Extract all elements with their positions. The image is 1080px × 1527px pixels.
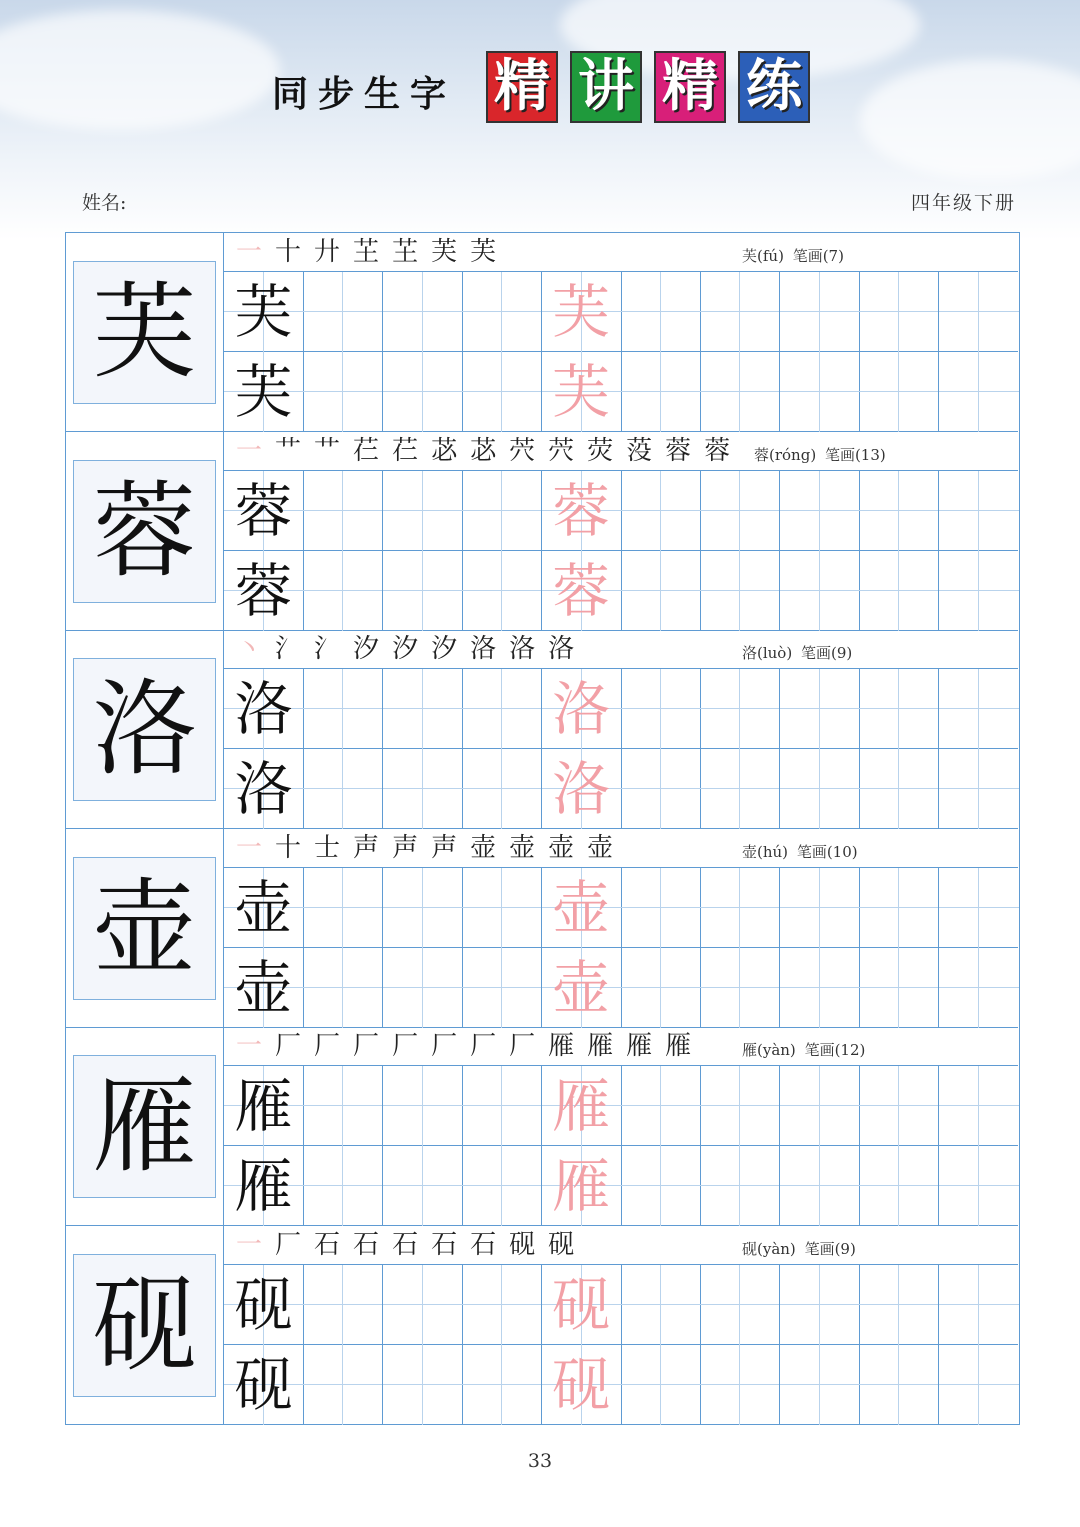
practice-cell bbox=[462, 1066, 542, 1146]
stroke-sequence bbox=[236, 236, 496, 268]
practice-cell bbox=[462, 272, 542, 352]
practice-cell bbox=[700, 669, 780, 749]
stroke-step: 石 bbox=[353, 1229, 380, 1260]
stroke-step: 茓 bbox=[509, 435, 536, 466]
practice-cell bbox=[462, 352, 542, 432]
practice-cell bbox=[780, 551, 860, 631]
character-block bbox=[66, 432, 1018, 631]
stroke-step: 艹 bbox=[275, 435, 302, 466]
stroke-step: 丶 bbox=[236, 634, 263, 664]
practice-cell bbox=[303, 1146, 383, 1226]
practice-cell bbox=[383, 272, 463, 352]
pinyin-label: 壶(hú) bbox=[742, 842, 789, 861]
example-character-cell: 壶 bbox=[224, 948, 304, 1028]
practice-cell bbox=[939, 669, 1019, 749]
example-character-cell: 雁 bbox=[224, 1066, 304, 1146]
practice-cell bbox=[621, 1345, 701, 1425]
stroke-step: 声 bbox=[431, 832, 458, 863]
practice-cell bbox=[303, 1265, 383, 1345]
writing-grid-row bbox=[224, 948, 1018, 1028]
stroke-step: 一 bbox=[236, 237, 263, 267]
stroke-step: 洛 bbox=[548, 634, 575, 664]
practice-cell bbox=[383, 1066, 463, 1146]
practice-cell bbox=[303, 352, 383, 432]
pinyin-label: 蓉(róng) bbox=[754, 445, 817, 464]
stroke-step: 壶 bbox=[470, 832, 497, 863]
stroke-step: 士 bbox=[314, 832, 341, 863]
stroke-sequence bbox=[236, 832, 613, 864]
stroke-step: 芙 bbox=[470, 237, 497, 267]
example-character-cell: 洛 bbox=[224, 749, 304, 829]
stroke-step: 雁 bbox=[587, 1031, 614, 1061]
practice-cell bbox=[780, 669, 860, 749]
grade-label: 四年级下册 bbox=[910, 192, 1016, 214]
character-block bbox=[66, 1027, 1018, 1226]
tracing-character-cell: 蓉 bbox=[542, 551, 622, 631]
writing-grid-row bbox=[224, 1345, 1018, 1425]
stroke-sequence bbox=[236, 1229, 574, 1261]
practice-cell bbox=[859, 352, 939, 432]
stroke-step: 石 bbox=[470, 1229, 497, 1260]
practice-cell bbox=[939, 471, 1019, 551]
stroke-step: 砚 bbox=[548, 1229, 575, 1260]
stroke-sequence bbox=[236, 435, 730, 467]
practice-cell bbox=[621, 1146, 701, 1226]
practice-cell bbox=[700, 551, 780, 631]
practice-cell bbox=[462, 551, 542, 631]
practice-cell bbox=[621, 1066, 701, 1146]
practice-cell bbox=[383, 1345, 463, 1425]
practice-cell bbox=[939, 749, 1019, 829]
stroke-step: 厂 bbox=[392, 1031, 419, 1061]
model-character-cell bbox=[66, 630, 224, 829]
example-character-cell: 芙 bbox=[224, 352, 304, 432]
stroke-step: 声 bbox=[392, 832, 419, 863]
practice-cell bbox=[780, 272, 860, 352]
practice-cell bbox=[621, 272, 701, 352]
stroke-step: 砚 bbox=[509, 1229, 536, 1260]
stroke-step: 厂 bbox=[314, 1031, 341, 1061]
example-character-cell: 雁 bbox=[224, 1146, 304, 1226]
model-character-cell bbox=[66, 432, 224, 631]
stroke-step: 雁 bbox=[626, 1031, 653, 1061]
practice-cell bbox=[383, 669, 463, 749]
practice-cell bbox=[303, 471, 383, 551]
stroke-step: 厂 bbox=[275, 1031, 302, 1061]
tracing-character-cell: 壶 bbox=[542, 948, 622, 1028]
stroke-order-row bbox=[224, 630, 1018, 669]
stroke-step: 壶 bbox=[548, 832, 575, 863]
practice-cell bbox=[939, 352, 1019, 432]
stroke-step: 十 bbox=[275, 832, 302, 863]
title-box: 精 bbox=[486, 51, 558, 123]
pinyin-label: 雁(yàn) bbox=[742, 1041, 796, 1059]
practice-cell bbox=[780, 352, 860, 432]
example-character-cell: 蓉 bbox=[224, 551, 304, 631]
writing-grid-row bbox=[224, 669, 1018, 749]
character-block bbox=[66, 829, 1018, 1028]
stroke-step: 莈 bbox=[626, 435, 653, 466]
practice-cell bbox=[939, 948, 1019, 1028]
practice-cell bbox=[621, 749, 701, 829]
stroke-step: 一 bbox=[236, 435, 263, 466]
model-character: 蓉 bbox=[73, 460, 216, 603]
practice-cell bbox=[700, 749, 780, 829]
practice-cell bbox=[700, 1265, 780, 1345]
practice-cell bbox=[383, 749, 463, 829]
stroke-step: 芢 bbox=[353, 435, 380, 466]
practice-cell bbox=[780, 749, 860, 829]
practice-cell bbox=[383, 1146, 463, 1226]
page-title: 同步生字 bbox=[272, 74, 457, 115]
practice-cell bbox=[303, 1066, 383, 1146]
stroke-step: 雁 bbox=[665, 1031, 692, 1061]
practice-cell bbox=[939, 272, 1019, 352]
model-character: 芙 bbox=[73, 261, 216, 404]
tracing-character-cell: 砚 bbox=[542, 1265, 622, 1345]
practice-cell bbox=[780, 471, 860, 551]
example-character-cell: 芙 bbox=[224, 272, 304, 352]
character-info bbox=[742, 245, 848, 266]
practice-cell bbox=[780, 1265, 860, 1345]
writing-grid-row bbox=[224, 272, 1018, 352]
stroke-sequence bbox=[236, 1030, 691, 1062]
practice-cell bbox=[303, 749, 383, 829]
character-info bbox=[742, 642, 856, 663]
practice-cell bbox=[462, 868, 542, 948]
stroke-step: 艹 bbox=[314, 435, 341, 466]
pinyin-label: 芙(fú) bbox=[742, 247, 784, 265]
tracing-character-cell: 雁 bbox=[542, 1146, 622, 1226]
character-info bbox=[754, 444, 890, 465]
tracing-character-cell: 砚 bbox=[542, 1345, 622, 1425]
stroke-step: 汐 bbox=[353, 634, 380, 664]
practice-cell bbox=[383, 1265, 463, 1345]
stroke-count-label: 笔画(10) bbox=[796, 842, 858, 861]
stroke-order-row bbox=[224, 1027, 1018, 1066]
cloud-decoration bbox=[860, 60, 1080, 180]
practice-cell bbox=[383, 551, 463, 631]
writing-grid-row bbox=[224, 868, 1018, 948]
practice-cell bbox=[859, 749, 939, 829]
stroke-step: 芢 bbox=[392, 435, 419, 466]
model-character-cell bbox=[66, 233, 224, 432]
practice-cell bbox=[859, 272, 939, 352]
stroke-step: 苾 bbox=[431, 435, 458, 466]
model-character: 砚 bbox=[73, 1254, 216, 1397]
practice-cell bbox=[700, 272, 780, 352]
practice-cell bbox=[859, 1066, 939, 1146]
practice-cell bbox=[700, 1345, 780, 1425]
stroke-step: 壶 bbox=[587, 832, 614, 863]
practice-cell bbox=[303, 1345, 383, 1425]
stroke-step: 雁 bbox=[548, 1031, 575, 1061]
practice-cell bbox=[939, 1146, 1019, 1226]
stroke-step: 石 bbox=[392, 1229, 419, 1260]
practice-cell bbox=[939, 551, 1019, 631]
tracing-character-cell: 壶 bbox=[542, 868, 622, 948]
practice-cell bbox=[700, 1146, 780, 1226]
character-block bbox=[66, 233, 1018, 432]
stroke-step: 石 bbox=[431, 1229, 458, 1260]
practice-cell bbox=[859, 1265, 939, 1345]
stroke-step: 一 bbox=[236, 832, 263, 863]
pinyin-label: 洛(luò) bbox=[742, 644, 793, 662]
example-character-cell: 洛 bbox=[224, 669, 304, 749]
example-character-cell: 砚 bbox=[224, 1265, 304, 1345]
practice-cell bbox=[700, 1066, 780, 1146]
stroke-step: 蓉 bbox=[704, 435, 731, 466]
stroke-step: 厂 bbox=[353, 1031, 380, 1061]
stroke-step: 厂 bbox=[470, 1031, 497, 1061]
stroke-step: 厂 bbox=[431, 1031, 458, 1061]
stroke-order-row bbox=[224, 233, 1018, 272]
practice-cell bbox=[383, 948, 463, 1028]
stroke-step: 汐 bbox=[392, 634, 419, 664]
tracing-character-cell: 芙 bbox=[542, 352, 622, 432]
model-character-cell bbox=[66, 829, 224, 1028]
model-character-cell bbox=[66, 1027, 224, 1226]
practice-cell bbox=[780, 1066, 860, 1146]
stroke-step: 氵 bbox=[314, 634, 341, 664]
practice-cell bbox=[621, 948, 701, 1028]
practice-cell bbox=[859, 669, 939, 749]
practice-sheet bbox=[65, 232, 1020, 1425]
practice-cell bbox=[859, 551, 939, 631]
practice-cell bbox=[780, 868, 860, 948]
character-info bbox=[742, 1238, 860, 1259]
stroke-count-label: 笔画(12) bbox=[804, 1041, 866, 1059]
stroke-step: 厂 bbox=[509, 1031, 536, 1061]
practice-cell bbox=[700, 352, 780, 432]
stroke-step: 茓 bbox=[548, 435, 575, 466]
character-info bbox=[742, 841, 862, 862]
practice-cell bbox=[303, 948, 383, 1028]
practice-cell bbox=[303, 868, 383, 948]
practice-cell bbox=[780, 1345, 860, 1425]
practice-cell bbox=[462, 1265, 542, 1345]
practice-cell bbox=[621, 551, 701, 631]
practice-cell bbox=[462, 1146, 542, 1226]
tracing-character-cell: 洛 bbox=[542, 749, 622, 829]
practice-cell bbox=[700, 471, 780, 551]
practice-cell bbox=[859, 868, 939, 948]
stroke-count-label: 笔画(9) bbox=[804, 1239, 856, 1258]
practice-cell bbox=[621, 1265, 701, 1345]
writing-grid-row bbox=[224, 749, 1018, 829]
stroke-step: 一 bbox=[236, 1229, 263, 1260]
practice-cell bbox=[780, 1146, 860, 1226]
title-box: 精 bbox=[654, 51, 726, 123]
character-block bbox=[66, 630, 1018, 829]
writing-grid-row bbox=[224, 1265, 1018, 1345]
practice-cell bbox=[700, 868, 780, 948]
writing-grid-row bbox=[224, 352, 1018, 432]
stroke-order-row bbox=[224, 432, 1018, 471]
practice-cell bbox=[303, 669, 383, 749]
practice-cell bbox=[462, 749, 542, 829]
character-info bbox=[742, 1039, 869, 1060]
title-highlight bbox=[486, 51, 810, 123]
practice-cell bbox=[859, 1146, 939, 1226]
model-character: 壶 bbox=[73, 857, 216, 1000]
stroke-step: 石 bbox=[314, 1229, 341, 1260]
stroke-step: 厂 bbox=[275, 1229, 302, 1260]
stroke-step: 芏 bbox=[353, 237, 380, 267]
tracing-character-cell: 洛 bbox=[542, 669, 622, 749]
practice-cell bbox=[939, 1066, 1019, 1146]
practice-cell bbox=[383, 352, 463, 432]
character-block bbox=[66, 1226, 1018, 1425]
stroke-count-label: 笔画(13) bbox=[824, 445, 886, 464]
stroke-step: 荧 bbox=[587, 435, 614, 466]
stroke-step: 芏 bbox=[392, 237, 419, 267]
practice-cell bbox=[939, 1265, 1019, 1345]
stroke-step: 蓉 bbox=[665, 435, 692, 466]
stroke-step: 汐 bbox=[431, 634, 458, 664]
tracing-character-cell: 芙 bbox=[542, 272, 622, 352]
practice-cell bbox=[700, 948, 780, 1028]
stroke-order-row bbox=[224, 1226, 1018, 1265]
practice-cell bbox=[303, 272, 383, 352]
writing-grid-row bbox=[224, 471, 1018, 551]
title-box: 练 bbox=[738, 51, 810, 123]
stroke-count-label: 笔画(9) bbox=[800, 644, 853, 662]
example-character-cell: 砚 bbox=[224, 1345, 304, 1425]
practice-cell bbox=[780, 948, 860, 1028]
practice-cell bbox=[621, 471, 701, 551]
stroke-step: 声 bbox=[353, 832, 380, 863]
writing-grid-row bbox=[224, 1066, 1018, 1146]
stroke-step: 氵 bbox=[275, 634, 302, 664]
page-number: 33 bbox=[527, 1450, 553, 1472]
pinyin-label: 砚(yàn) bbox=[742, 1239, 796, 1258]
stroke-step: 洛 bbox=[509, 634, 536, 664]
stroke-step: 十 bbox=[275, 237, 302, 267]
practice-cell bbox=[383, 471, 463, 551]
stroke-sequence bbox=[236, 633, 574, 665]
practice-cell bbox=[621, 868, 701, 948]
practice-cell bbox=[621, 352, 701, 432]
practice-cell bbox=[621, 669, 701, 749]
model-character: 雁 bbox=[73, 1055, 216, 1198]
name-field-label: 姓名: bbox=[82, 192, 127, 214]
practice-cell bbox=[462, 948, 542, 1028]
stroke-step: 壶 bbox=[509, 832, 536, 863]
stroke-count-label: 笔画(7) bbox=[792, 247, 844, 265]
stroke-step: 洛 bbox=[470, 634, 497, 664]
stroke-step: 苾 bbox=[470, 435, 497, 466]
example-character-cell: 壶 bbox=[224, 868, 304, 948]
stroke-order-row bbox=[224, 829, 1018, 868]
practice-cell bbox=[939, 868, 1019, 948]
practice-cell bbox=[859, 948, 939, 1028]
tracing-character-cell: 雁 bbox=[542, 1066, 622, 1146]
practice-cell bbox=[383, 868, 463, 948]
model-character-cell bbox=[66, 1226, 224, 1425]
writing-grid-row bbox=[224, 551, 1018, 631]
stroke-step: 廾 bbox=[314, 237, 341, 267]
example-character-cell: 蓉 bbox=[224, 471, 304, 551]
tracing-character-cell: 蓉 bbox=[542, 471, 622, 551]
practice-cell bbox=[303, 551, 383, 631]
practice-cell bbox=[939, 1345, 1019, 1425]
stroke-step: 一 bbox=[236, 1031, 263, 1061]
practice-cell bbox=[859, 1345, 939, 1425]
writing-grid-row bbox=[224, 1146, 1018, 1226]
practice-cell bbox=[462, 471, 542, 551]
practice-cell bbox=[462, 669, 542, 749]
cloud-decoration bbox=[0, 10, 280, 130]
model-character: 洛 bbox=[73, 658, 216, 801]
practice-cell bbox=[462, 1345, 542, 1425]
practice-cell bbox=[859, 471, 939, 551]
title-box: 讲 bbox=[570, 51, 642, 123]
stroke-step: 芙 bbox=[431, 237, 458, 267]
